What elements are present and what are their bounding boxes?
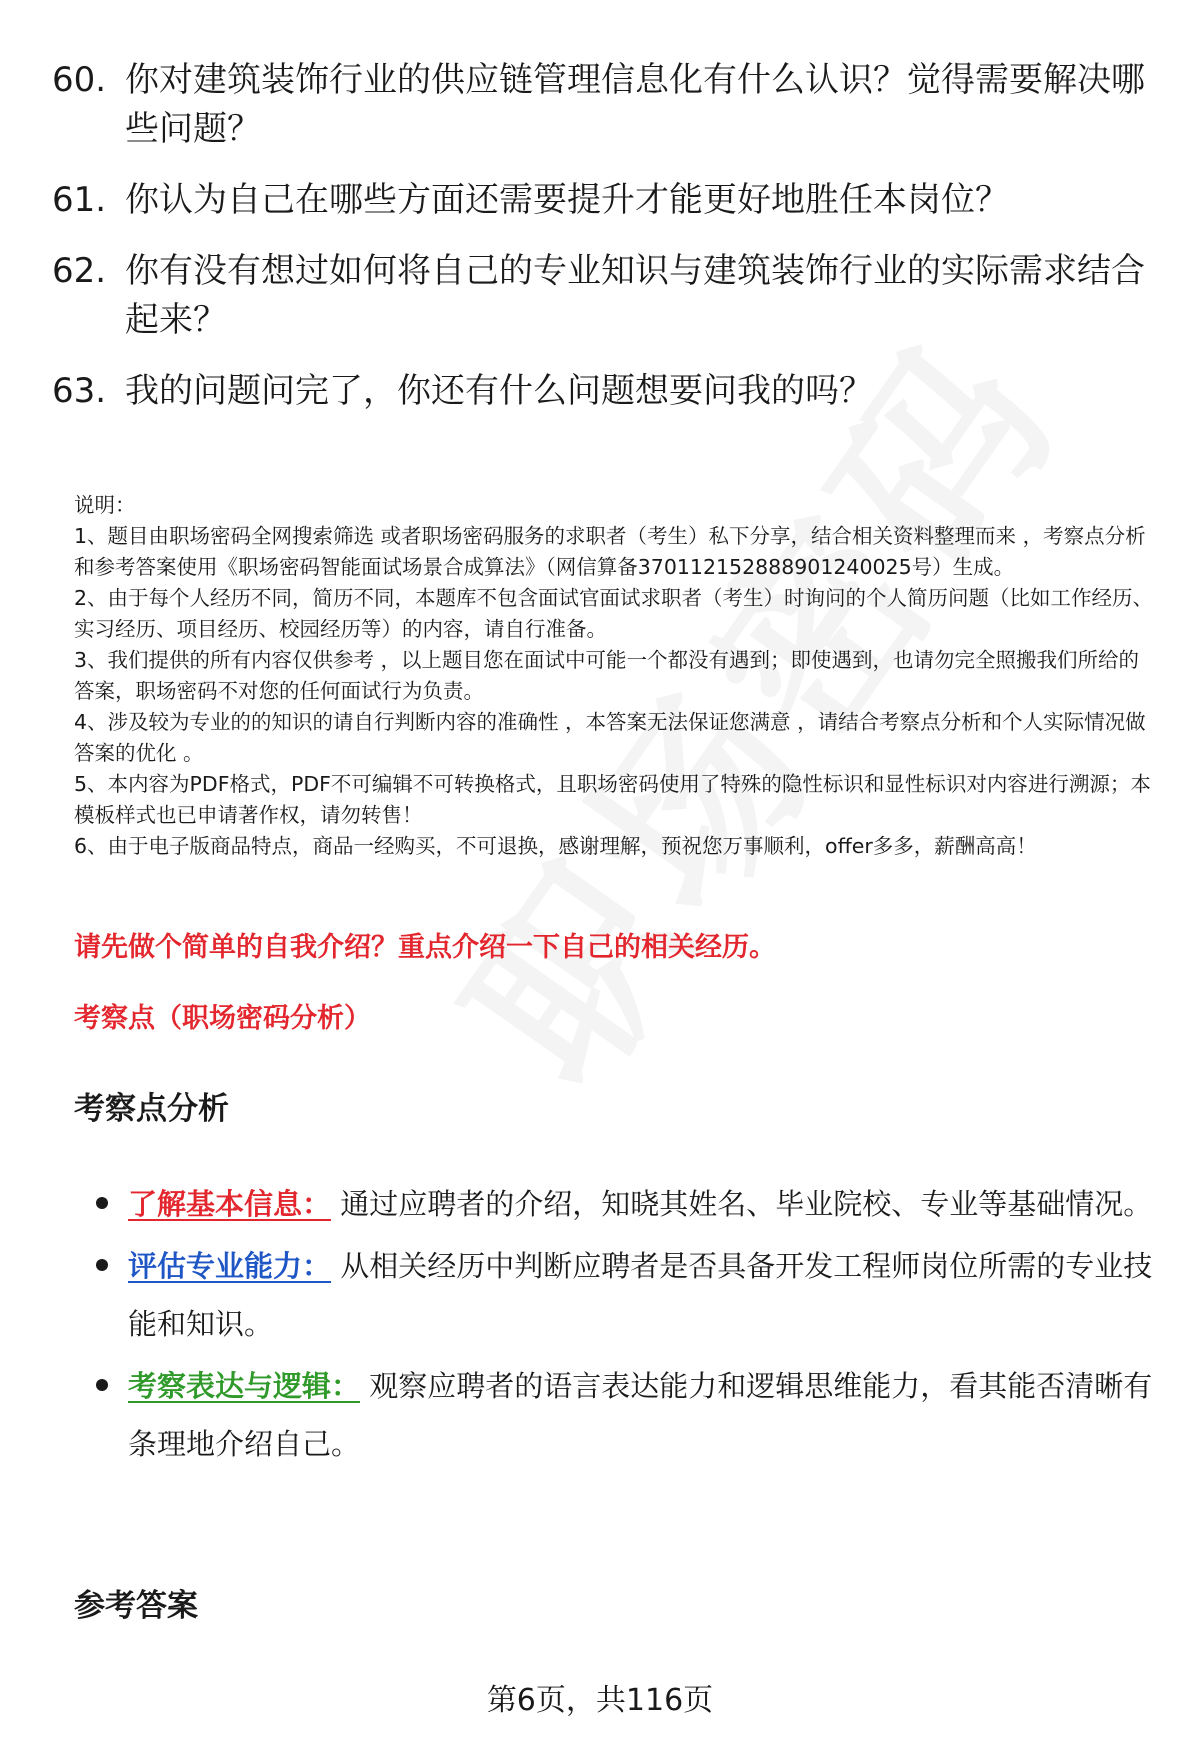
question-item bbox=[52, 56, 1152, 154]
exam-point-label: 考察点（职场密码分析） bbox=[74, 1003, 371, 1034]
note-item: 2、由于每个人经历不同，简历不同，本题库不包含面试官面试求职者（考生）时询问的个人简历问题（比如工作经历、实习经历、项目经历、校园经历等）的内容，请自行准备。 bbox=[74, 586, 1154, 641]
analysis-key: 了解基本信息： bbox=[128, 1187, 332, 1221]
analysis-key: 评估专业能力： bbox=[128, 1249, 332, 1283]
notes-section bbox=[74, 490, 1159, 862]
question-item bbox=[52, 367, 1152, 416]
analysis-key: 考察表达与逻辑： bbox=[128, 1369, 361, 1403]
bullet-dot-icon bbox=[96, 1197, 108, 1209]
note-item: 5、本内容为PDF格式，PDF不可编辑不可转换格式，且职场密码使用了特殊的隐性标识和显性标识对内容进行溯源；本模板样式也已申请著作权，请勿转售！ bbox=[74, 772, 1151, 827]
note-item: 3、我们提供的所有内容仅供参考 ，以上题目您在面试中可能一个都没有遇到；即使遇到，也请勿完全照搬我们所给的答案，职场密码不对您的任何面试行为负责。 bbox=[74, 648, 1140, 703]
analysis-text: 从相关经历中判断应聘者是否具备开发工程师岗位所需的专业技能和知识。 bbox=[128, 1249, 1153, 1341]
note-item: 4、涉及较为专业的的知识的请自行判断内容的准确性 ，本答案无法保证您满意 ，请结合考察点分析和个人实际情况做答案的优化 。 bbox=[74, 710, 1146, 765]
notes-title: 说明： bbox=[74, 493, 136, 517]
analysis-list bbox=[96, 1175, 1156, 1477]
question-list bbox=[52, 56, 1152, 438]
question-number: 63. bbox=[52, 371, 107, 411]
analysis-item bbox=[96, 1175, 1156, 1233]
answer-heading: 参考答案 bbox=[74, 1588, 198, 1624]
question-number: 61. bbox=[52, 180, 107, 220]
question-text: 你认为自己在哪些方面还需要提升才能更好地胜任本岗位？ bbox=[125, 180, 1009, 220]
bullet-dot-icon bbox=[96, 1379, 108, 1391]
analysis-text: 通过应聘者的介绍，知晓其姓名、毕业院校、专业等基础情况。 bbox=[340, 1187, 1153, 1221]
analysis-text: 观察应聘者的语言表达能力和逻辑思维能力，看其能否清晰有条理地介绍自己。 bbox=[128, 1369, 1153, 1461]
analysis-heading: 考察点分析 bbox=[74, 1091, 229, 1127]
question-text: 你对建筑装饰行业的供应链管理信息化有什么认识？觉得需要解决哪些问题？ bbox=[125, 60, 1145, 149]
analysis-item bbox=[96, 1237, 1156, 1353]
main-question: 请先做个简单的自我介绍？重点介绍一下自己的相关经历。 bbox=[74, 932, 776, 963]
question-text: 你有没有想过如何将自己的专业知识与建筑装饰行业的实际需求结合起来？ bbox=[125, 251, 1145, 340]
analysis-item bbox=[96, 1357, 1156, 1473]
question-number: 60. bbox=[52, 60, 107, 100]
question-number: 62. bbox=[52, 251, 107, 291]
question-item bbox=[52, 176, 1152, 225]
bullet-dot-icon bbox=[96, 1259, 108, 1271]
note-item: 1、题目由职场密码全网搜索筛选 或者职场密码服务的求职者（考生）私下分享，结合相关资料整理而来 ，考察点分析和参考答案使用《职场密码智能面试场景合成算法》（网信算备370112152888901240025号）生成。 bbox=[74, 524, 1146, 579]
page-footer: 第6页，共116页 bbox=[486, 1683, 714, 1718]
question-text: 我的问题问完了，你还有什么问题想要问我的吗？ bbox=[125, 371, 873, 411]
note-item: 6、由于电子版商品特点，商品一经购买，不可退换，感谢理解，预祝您万事顺利，offer多多，薪酬高高！ bbox=[74, 834, 1037, 858]
question-item bbox=[52, 247, 1152, 345]
